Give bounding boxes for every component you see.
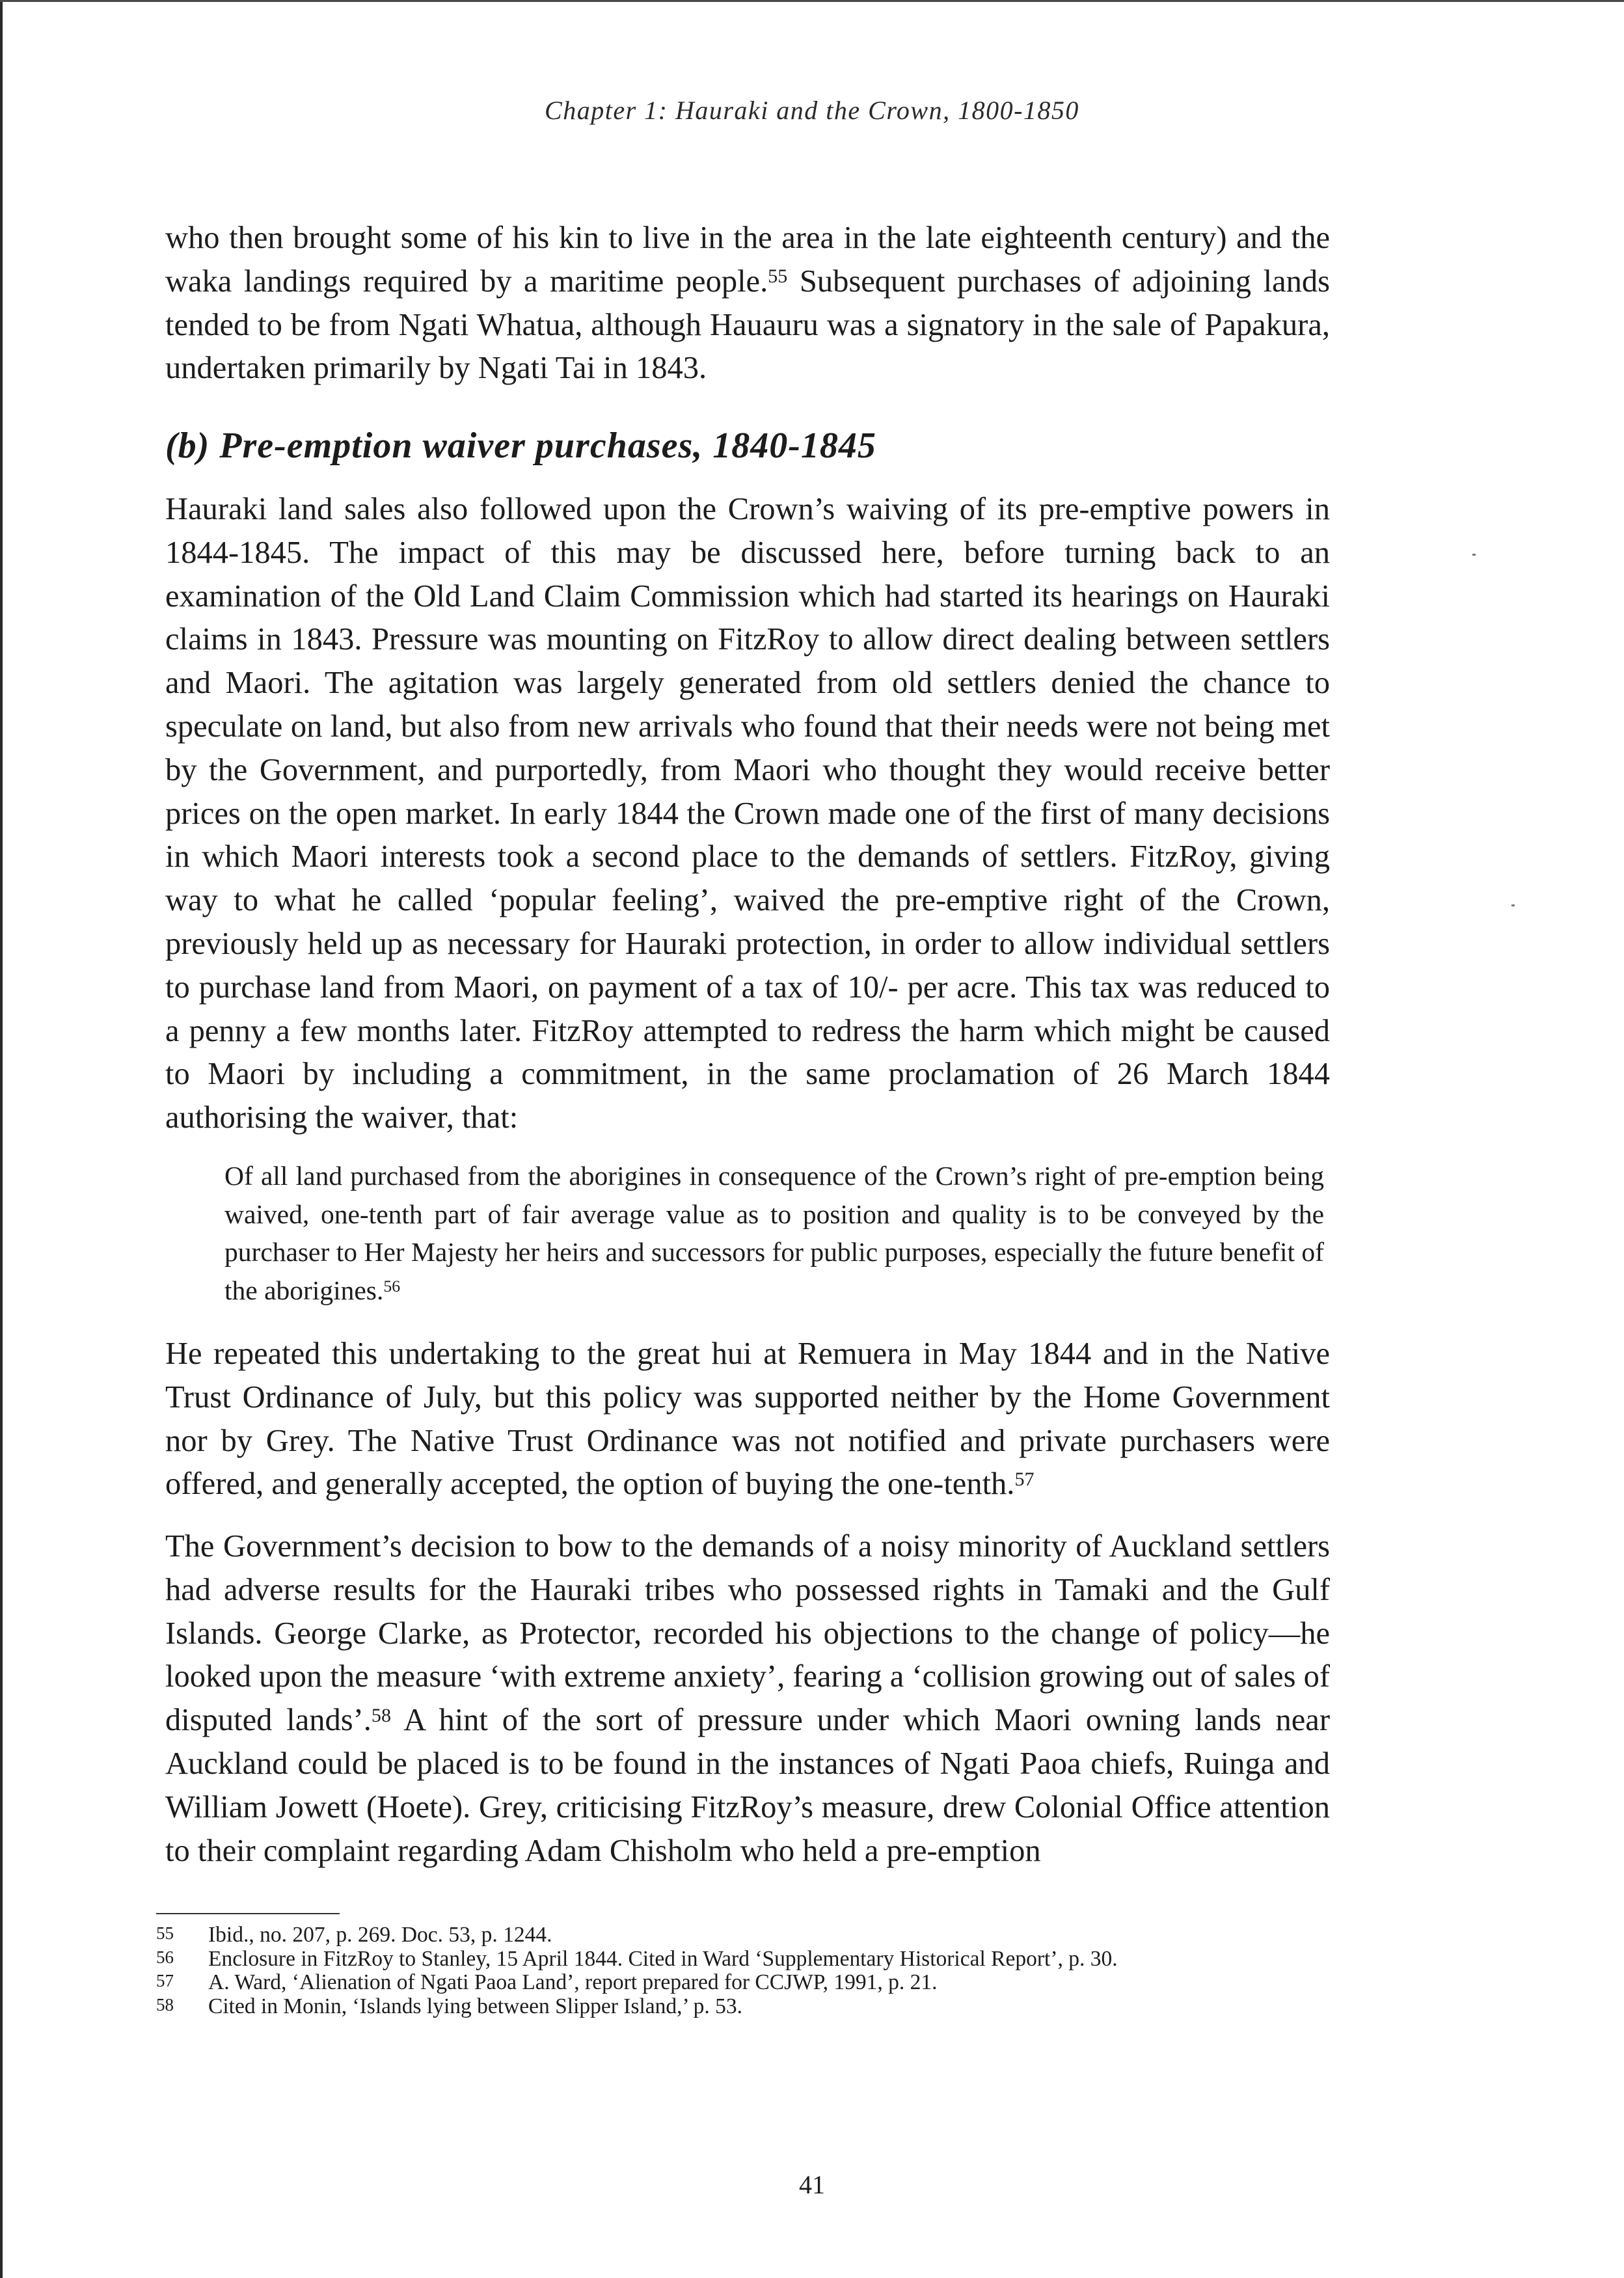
body-paragraph — [165, 217, 1330, 390]
running-head: Chapter 1: Hauraki and the Crown, 1800-1850 — [545, 96, 1079, 125]
paragraph-text: Subsequent purchases of adjoining lands tended to be from Ngati Whatua, although Hauauru was a signatory in the sale of Papakura, undertaken primarily by Ngati Tai in 1843. — [165, 264, 1330, 386]
footnotes — [156, 1923, 1340, 2018]
footnote-ref[interactable]: 58 — [371, 1703, 391, 1726]
footnote-number: 58 — [156, 1994, 174, 2014]
paragraph-text: A hint of the sort of pressure under which Maori owning lands near Auckland could be placed is to be found in the instances of Ngati Paoa chiefs, Ruinga and William Jowett (Hoete). Grey, criticising FitzRoy’s measure, drew Colonial Office attention to their complaint regarding Adam Chisholm who held a pre-emption — [165, 1703, 1330, 1868]
footnote-ref[interactable]: 57 — [1014, 1467, 1035, 1490]
footnote-number: 55 — [156, 1923, 174, 1943]
block-quote — [224, 1157, 1324, 1309]
footnote — [156, 1947, 1340, 1972]
footnote-text: A. Ward, ‘Alienation of Ngati Paoa Land’, report prepared for CCJWP, 1991, p. 21. — [208, 1970, 938, 1994]
footnote — [156, 1995, 1340, 2019]
footnote-number: 56 — [156, 1947, 174, 1967]
body-paragraph: Hauraki land sales also followed upon the Crown’s waiving of its pre-emptive powers in 1844-1845. The impact of this may be discussed here, before turning back to an examination of the Old Land Claim Commission which had started its hearings on Hauraki claims in 1843. Pressure was mounting on FitzRoy to allow direct dealing between settlers and Maori. The agitation was largely generated from old settlers denied the chance to speculate on land, but also from new arrivals who found that their needs were not being met by the Government, and purportedly, from Maori who thought they would receive better prices on the open market. In early 1844 the Crown made one of the first of many decisions in which Maori interests took a second place to the demands of settlers. FitzRoy, giving way to what he called ‘popular feeling’, waived the pre-emptive right of the Crown, previously held up as necessary for Hauraki protection, in order to allow individual settlers to purchase land from Maori, on payment of a tax of 10/- per acre. This tax was reduced to a penny a few months later. FitzRoy attempted to redress the harm which might be caused to Maori by including a commitment, in the same proclamation of 26 March 1844 authorising the waiver, that: — [165, 492, 1330, 1135]
footnote-text: Ibid., no. 207, p. 269. Doc. 53, p. 1244. — [208, 1923, 552, 1947]
footnote-ref[interactable]: 55 — [768, 265, 788, 288]
footnote — [156, 1971, 1340, 1995]
quote-text: Of all land purchased from the aborigines in consequence of the Crown’s right of pre-emption being waived, one-tenth part of fair average value as to position and quality is to be conveyed by the purchaser to Her Majesty her heirs and successors for public purposes, especially the future benefit of the aborigines. — [224, 1161, 1324, 1305]
footnote-ref[interactable]: 56 — [383, 1276, 401, 1295]
footnote-text: Enclosure in FitzRoy to Stanley, 15 April 1844. Cited in Ward ‘Supplementary Historical Report’, p. 30. — [208, 1946, 1118, 1971]
section-heading: (b) Pre-emption waiver purchases, 1840-1845 — [165, 426, 876, 466]
footnote-number: 57 — [156, 1971, 174, 1990]
footnote-divider — [156, 1913, 340, 1914]
page-edge-left — [0, 0, 3, 2278]
paragraph-text: He repeated this undertaking to the great hui at Remuera in May 1844 and in the Native Trust Ordinance of July, but this policy was supported neither by the Home Government nor by Grey. The Native Trust Ordinance was not notified and private purchasers were offered, and generally accepted, the option of buying the one-tenth. — [165, 1336, 1330, 1502]
body-paragraph — [165, 1333, 1330, 1506]
paragraph-text: who then brought some of his kin to live in the area in the late eighteenth century) and the waka landings required by a maritime people. — [165, 221, 1330, 299]
page-edge-top — [0, 0, 1624, 2]
page-number: 41 — [799, 2170, 825, 2199]
margin-mark — [1511, 904, 1515, 906]
footnote — [156, 1923, 1340, 1947]
body-paragraph — [165, 1525, 1330, 1873]
footnote-text: Cited in Monin, ‘Islands lying between Slipper Island,’ p. 53. — [208, 1994, 742, 2018]
margin-mark — [1472, 554, 1476, 556]
paragraph-text: The Government’s decision to bow to the demands of a noisy minority of Auckland settlers had adverse results for the Hauraki tribes who possessed rights in Tamaki and the Gulf Islands. George Clarke, as Protector, recorded his objections to the change of policy—he looked upon the measure ‘with extreme anxiety’, fearing a ‘collision growing out of sales of disputed lands’. — [165, 1529, 1330, 1738]
